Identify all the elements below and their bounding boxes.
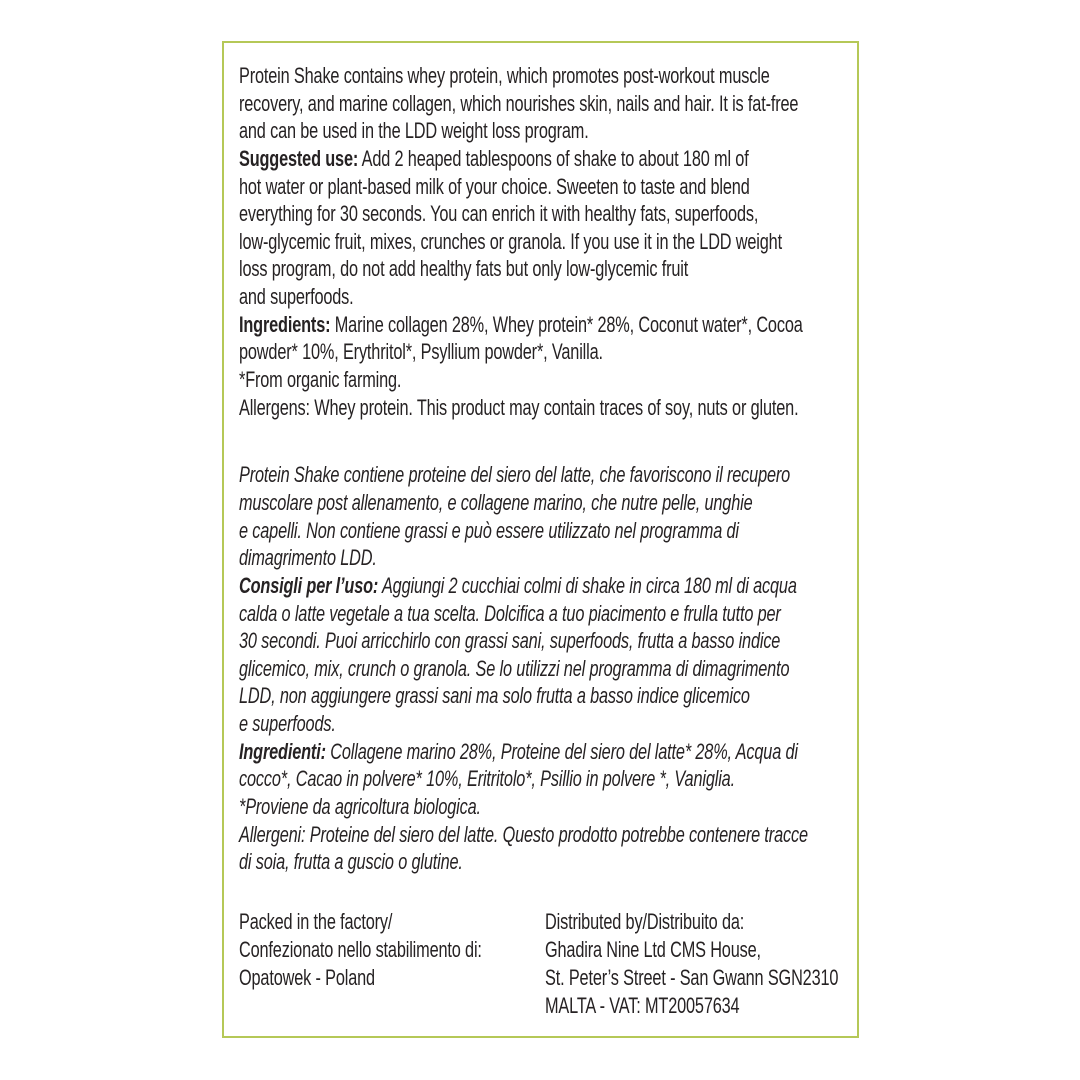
text-line <box>239 738 798 766</box>
line-text: Protein Shake contiene proteine del siero del latte, che favoriscono il recupero <box>239 462 791 488</box>
text-line <box>239 936 482 964</box>
bold-lead-in: Ingredients: <box>239 311 331 337</box>
line-text: MALTA - VAT: MT20057634 <box>545 992 740 1018</box>
bold-lead-in: Consigli per l’uso: <box>239 572 379 598</box>
text-line <box>239 544 696 572</box>
text-line <box>239 394 799 422</box>
line-text: low-glycemic fruit, mixes, crunches or granola. If you use it in the LDD weight <box>239 228 782 254</box>
line-text: Marine collagen 28%, Whey protein* 28%, Coconut water*, Cocoa <box>330 311 803 337</box>
text-line <box>239 655 790 683</box>
text-line <box>239 366 696 394</box>
line-text: and can be used in the LDD weight loss program. <box>239 118 589 144</box>
line-text: St. Peter’s Street - San Gwann SGN2310 <box>545 964 839 990</box>
line-text: loss program, do not add healthy fats but only low-glycemic fruit <box>239 256 689 282</box>
line-text: hot water or plant-based milk of your choice. Sweeten to taste and blend <box>239 173 750 199</box>
packed-in-factory-column <box>239 908 545 1020</box>
text-line <box>239 173 750 201</box>
line-text: and superfoods. <box>239 284 354 310</box>
text-line <box>239 283 696 311</box>
text-line <box>239 600 781 628</box>
line-text: dimagrimento LDD. <box>239 545 377 571</box>
text-line <box>239 255 696 283</box>
line-text: di soia, frutta a guscio o glutine. <box>239 849 463 875</box>
text-line <box>239 572 797 600</box>
line-text: LDD, non aggiungere grassi sani ma solo frutta a basso indice glicemico <box>239 683 750 709</box>
text-line <box>239 964 465 992</box>
line-text: Add 2 heaped tablespoons of shake to about 180 ml of <box>358 145 749 171</box>
line-text: Allergens: Whey protein. This product may contain traces of soy, nuts or gluten. <box>239 394 799 420</box>
line-text: glicemico, mix, crunch o granola. Se lo utilizzi nel programma di dimagrimento <box>239 655 790 681</box>
text-line <box>239 90 799 118</box>
line-text: Ghadira Nine Ltd CMS House, <box>545 936 761 962</box>
text-line <box>239 908 465 936</box>
line-text: everything for 30 seconds. You can enrich it with healthy fats, superfoods, <box>239 201 759 227</box>
line-text: calda o latte vegetale a tua scelta. Dolcifica a tuo piacimento e frulla tutto per <box>239 600 781 626</box>
line-text: recovery, and marine collagen, which nourishes skin, nails and hair. It is fat-free <box>239 90 799 116</box>
line-text: cocco*, Cacao in polvere* 10%, Eritritolo*, Psillio in polvere *, Vaniglia. <box>239 766 735 792</box>
text-line <box>239 627 781 655</box>
label-border-frame <box>222 41 859 1038</box>
text-line <box>545 908 838 936</box>
line-text: Confezionato nello stabilimento di: <box>239 936 482 962</box>
text-line <box>239 710 696 738</box>
line-text: Aggiungi 2 cucchiai colmi di shake in circa 180 ml di acqua <box>378 572 797 598</box>
line-text: *Proviene da agricoltura biologica. <box>239 794 481 820</box>
line-text: powder* 10%, Erythritol*, Psyllium powder*, Vanilla. <box>239 339 603 365</box>
line-text: e superfoods. <box>239 711 336 737</box>
text-line <box>239 821 808 849</box>
line-text: Distributed by/Distribuito da: <box>545 908 745 934</box>
text-line <box>545 964 838 992</box>
text-line <box>239 228 782 256</box>
line-text: 30 secondi. Puoi arricchirlo con grassi sani, superfoods, frutta a basso indice <box>239 628 781 654</box>
line-text: e capelli. Non contiene grassi e può essere utilizzato nel programma di <box>239 517 739 543</box>
line-text: Protein Shake contains whey protein, which promotes post-workout muscle <box>239 63 770 88</box>
text-line <box>239 117 696 145</box>
text-line <box>239 461 791 489</box>
line-text: Collagene marino 28%, Proteine del siero del latte* 28%, Acqua di <box>325 738 798 764</box>
bold-lead-in: Suggested use: <box>239 145 359 171</box>
line-text: Allergeni: Proteine del siero del latte. Questo prodotto potrebbe contenere tracce <box>239 821 808 847</box>
line-text: muscolare post allenamento, e collagene marino, che nutre pelle, unghie <box>239 489 753 515</box>
text-line <box>239 682 750 710</box>
text-line <box>239 489 753 517</box>
line-text: Opatowek - Poland <box>239 964 375 990</box>
text-line <box>239 848 696 876</box>
text-line <box>545 992 838 1020</box>
text-line <box>545 936 838 964</box>
text-line <box>239 338 696 366</box>
footer <box>239 908 857 1020</box>
english-text-section <box>239 62 857 421</box>
text-line <box>239 793 696 821</box>
text-line <box>239 517 739 545</box>
line-text: Packed in the factory/ <box>239 908 393 934</box>
text-line <box>239 62 770 90</box>
text-line <box>239 145 749 173</box>
italian-text-section <box>239 461 857 876</box>
text-line <box>239 311 803 339</box>
text-line <box>239 200 759 228</box>
bold-lead-in: Ingredienti: <box>239 738 326 764</box>
text-line <box>239 765 735 793</box>
distributed-by-column <box>545 908 941 1020</box>
line-text: *From organic farming. <box>239 367 402 393</box>
